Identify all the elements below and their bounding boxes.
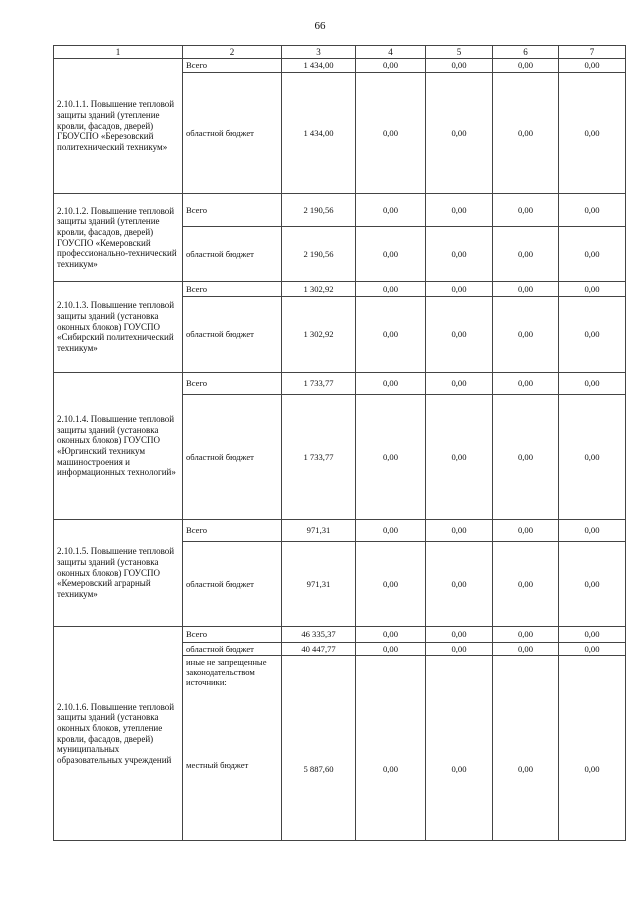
col-header-3: 3: [282, 46, 356, 59]
value-cell: 1 302,92: [282, 297, 356, 373]
header-row: [54, 46, 626, 59]
value-cell: 0,00: [559, 627, 626, 643]
funding-source: Всего: [183, 627, 282, 643]
funding-source: Всего: [183, 59, 282, 73]
value-cell: 0,00: [493, 520, 559, 542]
value-cell: 0,00: [493, 656, 559, 841]
value-cell: 0,00: [559, 59, 626, 73]
value-cell: 0,00: [426, 373, 493, 395]
item-name: 2.10.1.1. Повышение тепловой защиты зданий (утепление кровли, фасадов, дверей) ГБОУСПО «Березовский политехнический техникум»: [54, 59, 183, 194]
value-cell: 0,00: [493, 227, 559, 282]
value-cell: 0,00: [559, 656, 626, 841]
table-row: [54, 194, 626, 227]
funding-source: Всего: [183, 194, 282, 227]
value-cell: 0,00: [493, 373, 559, 395]
value-cell: 971,31: [282, 542, 356, 627]
funding-source: областной бюджет: [183, 395, 282, 520]
funding-source-cell: [183, 656, 282, 841]
value-cell: 0,00: [559, 194, 626, 227]
col-header-5: 5: [426, 46, 493, 59]
value-cell: 971,31: [282, 520, 356, 542]
table-row: [54, 282, 626, 297]
value-cell: 0,00: [356, 59, 426, 73]
value-cell: 0,00: [493, 297, 559, 373]
value-cell: 0,00: [493, 282, 559, 297]
col-header-1: 1: [54, 46, 183, 59]
value-cell: 0,00: [426, 227, 493, 282]
item-name: 2.10.1.2. Повышение тепловой защиты зданий (утепление кровли, фасадов, дверей) ГОУСПО «Кемеровский профессионально-технический техникум»: [54, 194, 183, 282]
value-cell: 40 447,77: [282, 643, 356, 656]
table-row: [54, 627, 626, 643]
value-cell: 0,00: [356, 656, 426, 841]
funding-source: Всего: [183, 282, 282, 297]
value-cell: 0,00: [559, 520, 626, 542]
value-cell: 0,00: [356, 520, 426, 542]
value-cell: 0,00: [559, 373, 626, 395]
item-name: 2.10.1.3. Повышение тепловой защиты зданий (установка оконных блоков) ГОУСПО «Сибирский политехнический техникум»: [54, 282, 183, 373]
table-row: [54, 59, 626, 73]
value-cell: 0,00: [559, 227, 626, 282]
value-cell: 0,00: [559, 297, 626, 373]
value-cell: 0,00: [356, 73, 426, 194]
value-cell: 0,00: [426, 627, 493, 643]
col-header-7: 7: [559, 46, 626, 59]
col-header-2: 2: [183, 46, 282, 59]
value-cell: 0,00: [356, 282, 426, 297]
funding-source: областной бюджет: [183, 297, 282, 373]
value-cell: 0,00: [426, 656, 493, 841]
funding-source: местный бюджет: [186, 759, 249, 770]
table-row: [54, 520, 626, 542]
value-cell: 0,00: [559, 282, 626, 297]
col-header-6: 6: [493, 46, 559, 59]
value-cell: 1 434,00: [282, 73, 356, 194]
funding-source: Всего: [183, 520, 282, 542]
value-cell: 0,00: [426, 643, 493, 656]
funding-source: областной бюджет: [183, 73, 282, 194]
value-cell: 0,00: [493, 643, 559, 656]
value-cell: 5 887,60: [282, 656, 356, 841]
funding-source: областной бюджет: [183, 227, 282, 282]
value-cell: 0,00: [356, 373, 426, 395]
value-cell: 1 434,00: [282, 59, 356, 73]
value-cell: 0,00: [493, 542, 559, 627]
value-cell: 1 733,77: [282, 395, 356, 520]
table-row: [54, 373, 626, 395]
funding-source: областной бюджет: [183, 643, 282, 656]
value-cell: 1 733,77: [282, 373, 356, 395]
page-number: 66: [314, 20, 326, 32]
value-cell: 0,00: [559, 542, 626, 627]
funding-source: Всего: [183, 373, 282, 395]
budget-table: [53, 45, 626, 841]
value-cell: 0,00: [493, 73, 559, 194]
value-cell: 0,00: [426, 73, 493, 194]
value-cell: 0,00: [426, 395, 493, 520]
value-cell: 2 190,56: [282, 194, 356, 227]
value-cell: 0,00: [493, 194, 559, 227]
value-cell: 0,00: [356, 194, 426, 227]
value-cell: 0,00: [356, 395, 426, 520]
item-name: 2.10.1.4. Повышение тепловой защиты зданий (установка оконных блоков) ГОУСПО «Юргинский техникум машиностроения и информационных технологий»: [54, 373, 183, 520]
value-cell: 0,00: [559, 73, 626, 194]
value-cell: 0,00: [426, 297, 493, 373]
value-cell: 0,00: [426, 542, 493, 627]
value-cell: 2 190,56: [282, 227, 356, 282]
value-cell: 46 335,37: [282, 627, 356, 643]
value-cell: 0,00: [493, 627, 559, 643]
value-cell: 0,00: [356, 643, 426, 656]
funding-source: областной бюджет: [183, 542, 282, 627]
value-cell: 1 302,92: [282, 282, 356, 297]
value-cell: 0,00: [356, 297, 426, 373]
value-cell: 0,00: [559, 643, 626, 656]
value-cell: 0,00: [426, 282, 493, 297]
value-cell: 0,00: [559, 395, 626, 520]
item-name: 2.10.1.5. Повышение тепловой защиты зданий (установка оконных блоков) ГОУСПО «Кемеровский аграрный техникум»: [54, 520, 183, 627]
value-cell: 0,00: [426, 520, 493, 542]
item-name: 2.10.1.6. Повышение тепловой защиты зданий (установка оконных блоков, утепление кровли, фасадов, дверей) муниципальных образовательных учреждений: [54, 627, 183, 841]
value-cell: 0,00: [493, 395, 559, 520]
value-cell: 0,00: [356, 542, 426, 627]
value-cell: 0,00: [426, 59, 493, 73]
value-cell: 0,00: [426, 194, 493, 227]
value-cell: 0,00: [493, 59, 559, 73]
value-cell: 0,00: [356, 227, 426, 282]
value-cell: 0,00: [356, 627, 426, 643]
other-sources-label: иные не запрещенные законодательством источники:: [186, 657, 267, 688]
col-header-4: 4: [356, 46, 426, 59]
